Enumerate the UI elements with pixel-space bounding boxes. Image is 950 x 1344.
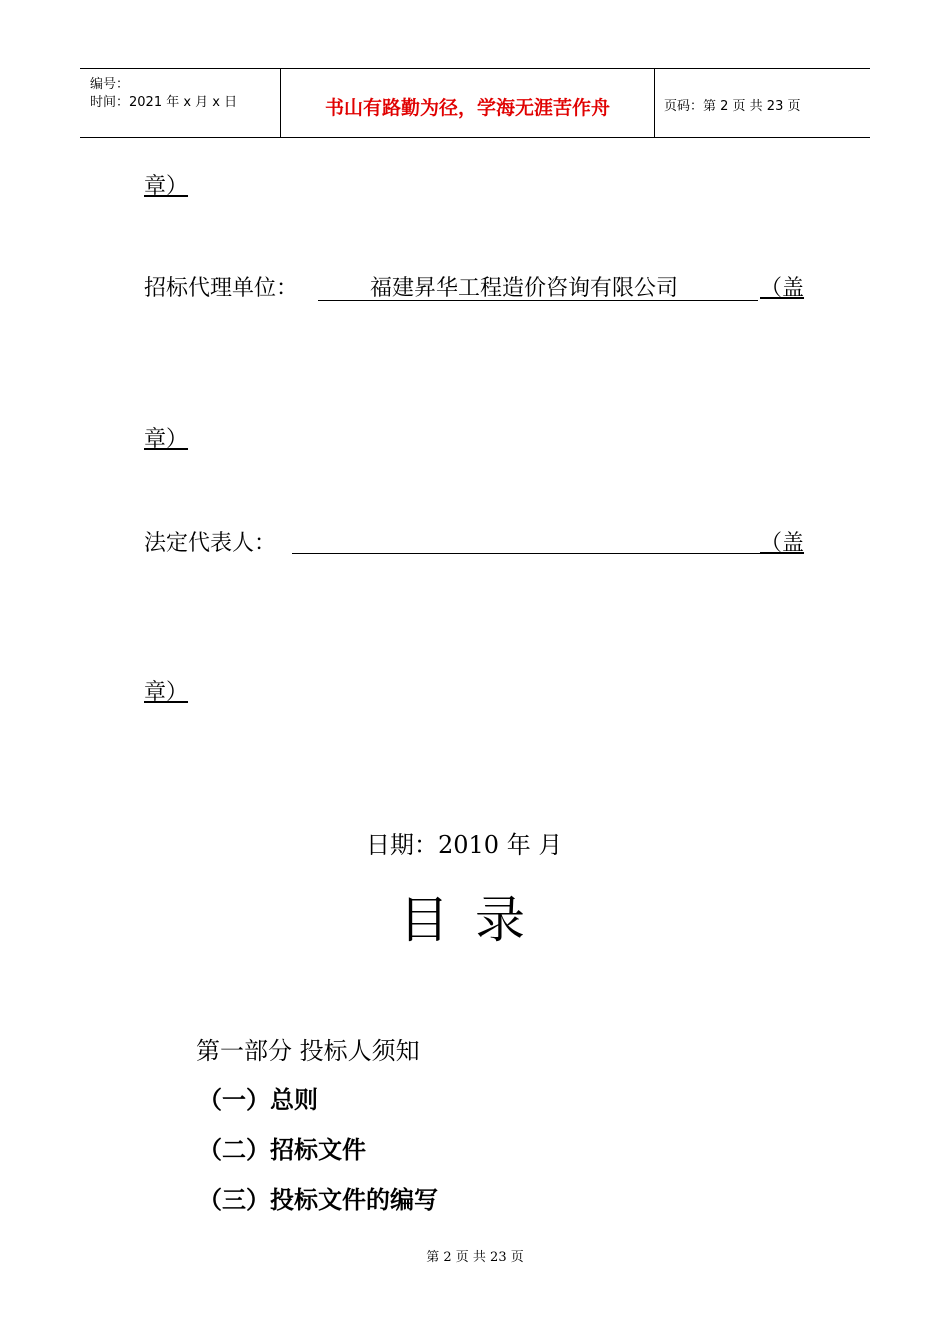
- header-right-cell: [654, 69, 870, 137]
- number-label: 编号：: [90, 77, 130, 92]
- toc-item-3: （三）投标文件的编写: [198, 1186, 438, 1214]
- legal-rep-underline: [292, 553, 760, 554]
- time-label: 时间：2021 年 x 月 x 日: [90, 95, 238, 110]
- seal-tail-1: 章）: [144, 174, 189, 199]
- legal-rep-label: 法定代表人：: [144, 531, 277, 556]
- seal-tail-3: 章）: [144, 680, 189, 705]
- seal-open-1: （盖: [760, 276, 805, 301]
- seal-open-2: （盖: [760, 531, 805, 556]
- header-middle-cell: [280, 69, 655, 137]
- page-footer: 第 2 页 共 23 页: [426, 1250, 524, 1265]
- toc-title: 目录: [399, 891, 551, 949]
- agent-label: 招标代理单位：: [144, 276, 299, 301]
- page-header: [80, 68, 870, 138]
- toc-item-2: （二）招标文件: [198, 1136, 366, 1164]
- date-line: 日期：2010 年 月: [366, 831, 563, 859]
- header-page-label: 页码：第 2 页 共 23 页: [664, 99, 801, 114]
- toc-part-1: 第一部分 投标人须知: [196, 1037, 420, 1065]
- agent-name: 福建昇华工程造价咨询有限公司: [370, 276, 679, 301]
- header-motto: 书山有路勤为径，学海无涯苦作舟: [324, 97, 610, 119]
- toc-item-1: （一）总则: [198, 1086, 318, 1114]
- seal-tail-2: 章）: [144, 427, 189, 452]
- header-left-cell: [80, 69, 280, 137]
